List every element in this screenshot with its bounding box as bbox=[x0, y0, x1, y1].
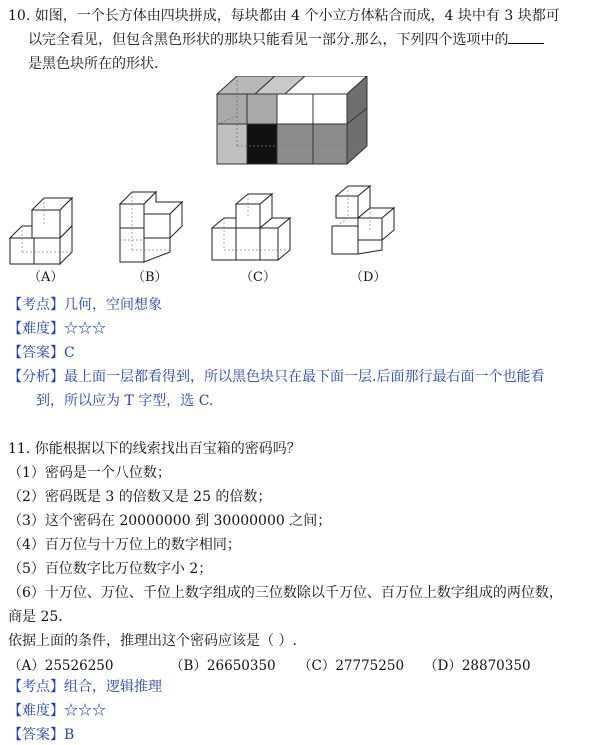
q10-nandu bbox=[8, 320, 106, 338]
q11-kaodian bbox=[8, 678, 162, 696]
q11-answer bbox=[8, 726, 74, 744]
q11-option-a: （A）25526250 bbox=[8, 658, 114, 674]
q11-number: 11. bbox=[8, 441, 31, 457]
kaodian-tag: 【考点】 bbox=[8, 297, 64, 313]
q10-line-3: 是黑色块所在的形状. bbox=[28, 56, 159, 72]
q11-clue-6-cont: 商是 25. bbox=[8, 609, 63, 625]
fenxi-text-1: 最上面一层都看得到，所以黑色块只在最下面一层.后面那行最右面一个也能看 bbox=[64, 369, 545, 385]
kaodian-text: 几何，空间想象 bbox=[64, 297, 162, 313]
q11-clue-2: （2）密码既是 3 的倍数又是 25 的倍数； bbox=[8, 489, 272, 505]
q11-clue-5: （5）百位数字比万位数字小 2； bbox=[8, 561, 213, 577]
option-c-figure bbox=[210, 192, 292, 264]
q11-option-b: （B）26650350 bbox=[170, 658, 276, 674]
q11-clue-1: （1）密码是一个八位数； bbox=[8, 465, 171, 481]
q10-text-1: 如图，一个长方体由四块拼成，每块都由 4 个小立方体粘合而成，4 块中有 3 块都可 bbox=[34, 8, 560, 24]
q10-text-2: 以完全看见，但包含黑色形状的那块只能看见一部分.那么，下列四个选项中的 bbox=[28, 32, 509, 48]
option-b-label: （B） bbox=[132, 270, 168, 285]
q11-line-question bbox=[8, 440, 301, 458]
answer-tag: 【答案】 bbox=[8, 345, 64, 361]
nandu-stars: ☆☆☆ bbox=[64, 321, 106, 337]
cuboid-figure bbox=[215, 76, 370, 168]
q11-clue-4: （4）百万位与十万位上的数字相同； bbox=[8, 537, 241, 553]
option-c-label: （C） bbox=[240, 270, 276, 285]
option-b-figure bbox=[116, 190, 186, 266]
q10-kaodian bbox=[8, 296, 162, 314]
q11-prompt: 依据上面的条件，推理出这个密码应该是（ ）. bbox=[8, 633, 297, 649]
q10-answer bbox=[8, 344, 75, 362]
q11-clue-6: （6）十万位、万位、千位上数字组成的三位数除以千万位、百万位上数字组成的两位数， bbox=[8, 585, 563, 601]
q11-answer-tag: 【答案】 bbox=[8, 727, 64, 743]
option-d-label: （D） bbox=[350, 270, 387, 285]
nandu-tag: 【难度】 bbox=[8, 321, 64, 337]
answer-text: C bbox=[64, 345, 75, 361]
q10-fenxi-1 bbox=[8, 368, 544, 386]
fenxi-tag: 【分析】 bbox=[8, 369, 64, 385]
q11-nandu-stars: ☆☆☆ bbox=[64, 703, 106, 719]
q11-answer-text: B bbox=[64, 727, 75, 743]
q11-nandu bbox=[8, 702, 106, 720]
answer-blank bbox=[508, 31, 544, 44]
q11-clue-3: （3）这个密码在 20000000 到 30000000 之间； bbox=[8, 513, 332, 529]
q11-option-d: （D）28870350 bbox=[424, 658, 531, 674]
option-a-label: （A） bbox=[28, 270, 64, 285]
q11-kaodian-tag: 【考点】 bbox=[8, 679, 64, 695]
q11-option-c: （C）27775250 bbox=[298, 658, 405, 674]
q10-line-1 bbox=[8, 7, 560, 25]
option-d-figure bbox=[330, 184, 400, 264]
q11-nandu-tag: 【难度】 bbox=[8, 703, 64, 719]
q10-number: 10. bbox=[8, 8, 31, 24]
q10-fenxi-2: 到，所以应为 T 字型，选 C. bbox=[36, 393, 214, 409]
q11-question: 你能根据以下的线索找出百宝箱的密码吗？ bbox=[34, 441, 301, 457]
q10-line-2 bbox=[28, 31, 544, 49]
option-a-figure bbox=[8, 196, 78, 266]
q11-kaodian-text: 组合，逻辑推理 bbox=[64, 679, 162, 695]
